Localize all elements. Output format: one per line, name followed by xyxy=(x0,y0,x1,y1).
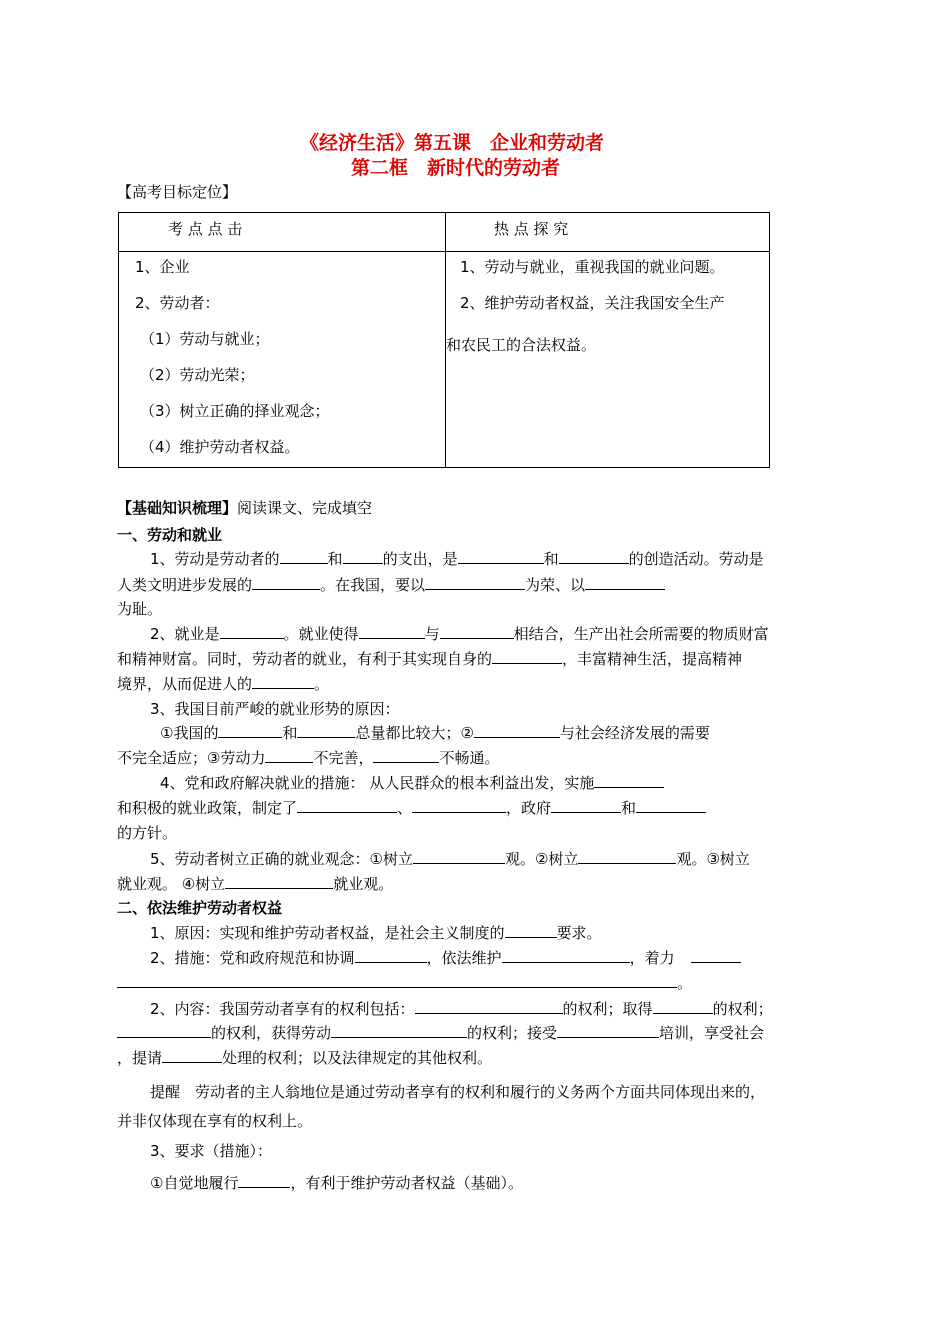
blank[interactable] xyxy=(238,1173,290,1188)
table-col1-item: 1、企业 xyxy=(135,258,190,276)
blank[interactable] xyxy=(252,674,314,689)
blank[interactable] xyxy=(458,549,544,564)
blank[interactable] xyxy=(413,849,505,864)
blank[interactable] xyxy=(117,973,677,988)
s2-reminder-line2: 并非仅体现在享有的权利上。 xyxy=(117,1112,313,1130)
blank[interactable] xyxy=(412,798,506,813)
title-line2: 第二框 新时代的劳动者 xyxy=(351,157,561,179)
s2-p3-line2: 的权利，获得劳动 的权利；接受 培训，享受社会 xyxy=(117,1022,764,1043)
s2-p3-line1: 2、内容：我国劳动者享有的权利包括： 的权利；取得 的权利； xyxy=(150,1000,773,1018)
section1-title: 一、劳动和就业 xyxy=(117,526,223,544)
blank[interactable] xyxy=(265,748,313,763)
basic-instruction: 阅读课文、完成填空 xyxy=(237,499,373,517)
blank[interactable] xyxy=(252,575,320,590)
table-col1-item: （1）劳动与就业； xyxy=(140,330,270,348)
blank[interactable] xyxy=(331,1023,467,1038)
title-line1: 《经济生活》第五课 企业和劳动者 xyxy=(300,132,605,154)
s2-p4: 3、要求（措施）： xyxy=(150,1142,273,1160)
s1-p4-line2: 和积极的就业政策，制定了 、 ，政府 和 xyxy=(117,797,706,818)
blank[interactable] xyxy=(585,575,665,590)
blank[interactable] xyxy=(691,948,741,963)
table-col2-item: 2、维护劳动者权益，关注我国安全生产 xyxy=(460,294,725,312)
s1-p2-line2: 和精神财富。同时，劳动者的就业，有利于其实现自身的 ，丰富精神生活，提高精神 xyxy=(117,650,743,668)
blank[interactable] xyxy=(492,649,562,664)
blank[interactable] xyxy=(218,723,282,738)
blank[interactable] xyxy=(343,549,383,564)
blank[interactable] xyxy=(373,748,439,763)
blank[interactable] xyxy=(559,549,629,564)
blank[interactable] xyxy=(355,948,427,963)
s2-p2-line2: 。 xyxy=(117,972,692,993)
s1-p4-line3: 的方针。 xyxy=(117,824,178,842)
blank[interactable] xyxy=(425,575,525,590)
basic-heading-line xyxy=(117,497,372,518)
blank[interactable] xyxy=(636,798,706,813)
table-col1-item: 2、劳动者： xyxy=(135,294,220,312)
table-col1-item: （3）树立正确的择业观念； xyxy=(140,402,330,420)
table-col1-item: （2）劳动光荣； xyxy=(140,366,255,384)
s1-p3-line3: 不完全适应；③劳动力 不完善， 不畅通。 xyxy=(117,749,500,767)
table-col2-item: 1、劳动与就业，重视我国的就业问题。 xyxy=(460,258,725,276)
blank[interactable] xyxy=(280,549,328,564)
basic-heading: 【基础知识梳理】 xyxy=(117,499,238,517)
blank[interactable] xyxy=(359,624,425,639)
table-col2-header: 热 点 探 究 xyxy=(494,220,569,238)
s2-p1: 1、原因：实现和维护劳动者权益，是社会主义制度的 要求。 xyxy=(150,924,602,942)
s1-p3-line1: 3、我国目前严峻的就业形势的原因： xyxy=(150,700,400,718)
section2-title: 二、依法维护劳动者权益 xyxy=(117,899,283,917)
s1-p2-line3: 境界，从而促进人的 。 xyxy=(117,675,330,693)
blank[interactable] xyxy=(220,624,284,639)
s1-p5-line1: 5、劳动者树立正确的就业观念：①树立 观。②树立 观。③树立 xyxy=(150,850,750,868)
s1-p3-line2: ①我国的 和 总量都比较大；② 与社会经济发展的需要 xyxy=(160,724,710,742)
blank[interactable] xyxy=(502,948,630,963)
s2-p3-line3: ，提请 处理的权利；以及法律规定的其他权利。 xyxy=(117,1049,493,1067)
s2-p2-line1: 2、措施：党和政府规范和协调 ，依法维护 ，着力 xyxy=(150,947,741,968)
blank[interactable] xyxy=(594,773,664,788)
table-col1-header: 考 点 点 击 xyxy=(168,220,243,238)
blank[interactable] xyxy=(551,798,621,813)
s2-reminder-line1: 提醒 劳动者的主人翁地位是通过劳动者享有的权利和履行的义务两个方面共同体现出来的， xyxy=(150,1083,766,1101)
table-col1-item: （4）维护劳动者权益。 xyxy=(140,438,300,456)
blank[interactable] xyxy=(653,999,713,1014)
blank[interactable] xyxy=(505,923,557,938)
s1-p5-line2: 就业观。 ④树立 就业观。 xyxy=(117,875,394,893)
target-heading: 【高考目标定位】 xyxy=(117,183,238,201)
s1-p1-line3: 为耻。 xyxy=(117,600,163,618)
blank[interactable] xyxy=(225,874,333,889)
table-col2-item: 和农民工的合法权益。 xyxy=(446,336,597,354)
blank[interactable] xyxy=(415,999,563,1014)
s1-p1-line1: 1、劳动是劳动者的 和 的支出，是 和 的创造活动。劳动是 xyxy=(150,550,764,568)
s2-p5: ①自觉地履行 ，有利于维护劳动者权益（基础）。 xyxy=(150,1174,523,1192)
blank[interactable] xyxy=(440,624,514,639)
s1-p1-line2: 人类文明进步发展的 。在我国，要以 为荣、以 xyxy=(117,574,665,595)
blank[interactable] xyxy=(117,1023,211,1038)
blank[interactable] xyxy=(578,849,676,864)
blank[interactable] xyxy=(557,1023,659,1038)
blank[interactable] xyxy=(474,723,560,738)
s1-p4-line1: 4、党和政府解决就业的措施： 从人民群众的根本利益出发，实施 xyxy=(160,772,664,793)
s1-p2-line1: 2、就业是 。就业使得 与 相结合，生产出社会所需要的物质财富 xyxy=(150,625,769,643)
blank[interactable] xyxy=(297,723,355,738)
blank[interactable] xyxy=(297,798,397,813)
blank[interactable] xyxy=(162,1048,222,1063)
